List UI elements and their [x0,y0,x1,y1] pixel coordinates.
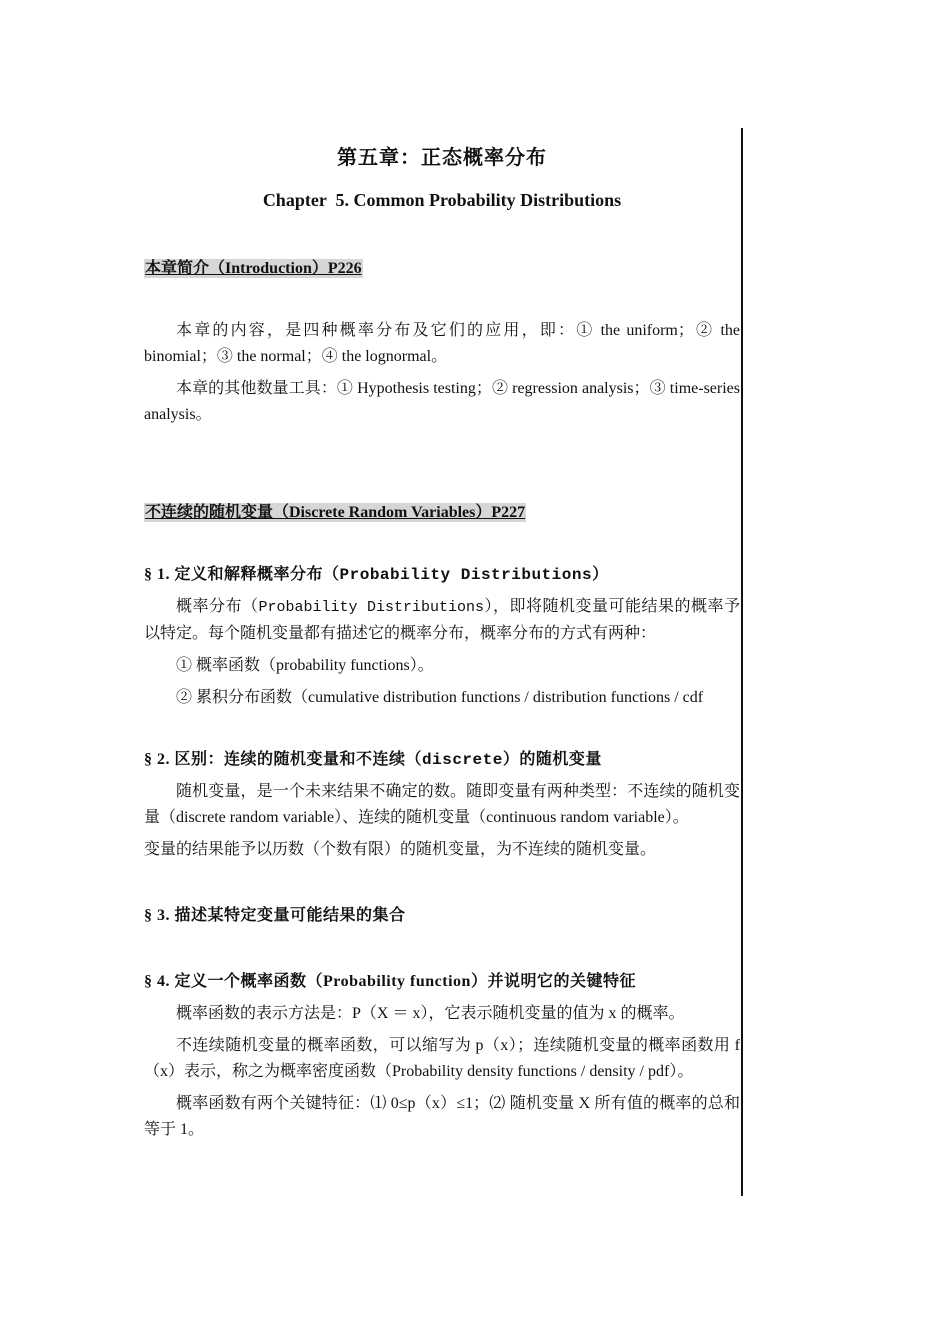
section-4-paragraph-2: 不连续随机变量的概率函数，可以缩写为 p（x）；连续随机变量的概率函数用 f（x）表示，称之为概率密度函数（Probability density functions / density / pdf）。 [144,1037,740,1080]
chapter-title-en: Chapter 5. Common Probability Distributions [262,190,622,210]
section-2-paragraph-2: 变量的结果能予以历数（个数有限）的随机变量，为不连续的随机变量。 [144,841,657,858]
section-1-title [144,562,740,588]
section-1-title-suffix: ） [592,566,609,583]
section-2-title [144,747,740,773]
intro-heading: 本章简介（Introduction）P226 [145,260,362,277]
section-2-title-prefix: § 2. 区别：连续的随机变量和不连续（ [144,751,423,768]
section-1-item-1: ① 概率函数（probability functions）。 [176,657,434,674]
intro-paragraph-2: 本章的其他数量工具：① Hypothesis testing；② regression analysis；③ time-series analysis。 [144,380,740,423]
section-1-title-prefix: § 1. 定义和解释概率分布（ [144,566,340,583]
section-2-title-suffix: ）的随机变量 [502,751,602,768]
section-1-p-prefix: 概率分布（ [176,598,259,615]
section-3-title: § 3. 描述某特定变量可能结果的集合 [144,907,406,924]
discrete-heading-line [144,500,740,526]
section-1-p-suffix: ），即将随机变量可能结果的概率予以特定。每个随机变量都有描述它的概率分布，概率分布的方式有两种： [144,598,740,642]
intro-paragraph-1: 本章的内容，是四种概率分布及它们的应用，即：① the uniform；② the binomial；③ the normal；④ the lognormal。 [144,322,740,365]
section-2-title-term: discrete [422,751,503,769]
section-1-title-term: Probability Distributions [339,566,593,584]
section-1-p-term: Probability Distributions [258,599,485,616]
section-1-item-2: ② 累积分布函数（cumulative distribution functions / distribution functions / cdf [176,689,704,706]
section-2-paragraph-1: 随机变量，是一个未来结果不确定的数。随即变量有两种类型：不连续的随机变量（discrete random variable）、连续的随机变量（continuous random variable）。 [144,783,740,826]
section-4-paragraph-1: 概率函数的表示方法是：P（X ＝ x），它表示随机变量的值为 x 的概率。 [176,1005,685,1022]
intro-heading-line [144,256,740,282]
section-1-paragraph [144,594,740,647]
chapter-title-cn: 第五章：正态概率分布 [337,147,547,169]
discrete-heading: 不连续的随机变量（Discrete Random Variables）P227 [145,504,526,521]
margin-rule [741,128,743,1196]
section-4-paragraph-3: 概率函数有两个关键特征：⑴ 0≤p（x）≤1；⑵ 随机变量 X 所有值的概率的总和等于 1。 [144,1095,740,1138]
section-4-title: § 4. 定义一个概率函数（Probability function）并说明它的关键特征 [144,973,636,990]
page-content [144,140,740,1143]
